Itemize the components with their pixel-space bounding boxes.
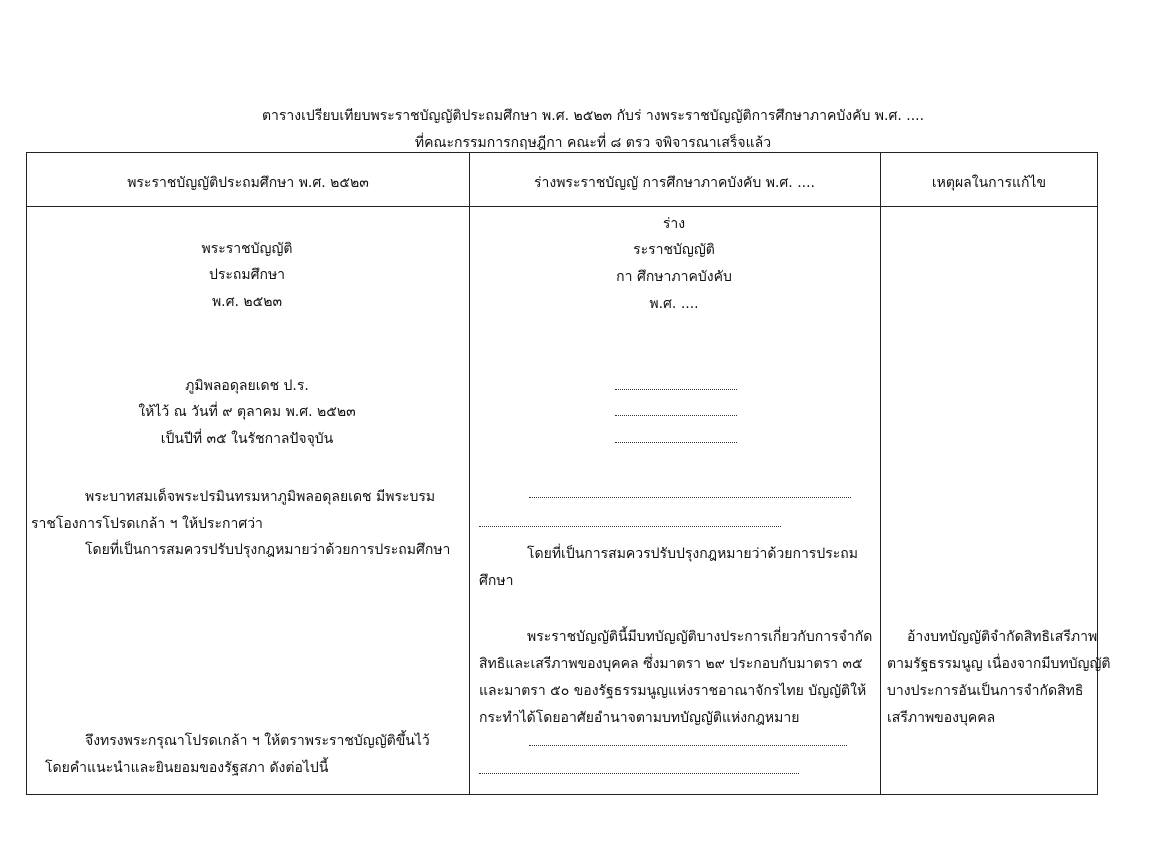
header-divider (27, 206, 1097, 207)
col1-heading-year: พ.ศ. ๒๕๒๓ (211, 294, 283, 310)
col2-heading-name: กา ศึกษาภาคบังคับ (616, 269, 732, 285)
col1-proclamation-line2: ราชโองการโปรดเกล้า ฯ ให้ประกาศว่า (31, 516, 263, 532)
col2-placeholder-dots (615, 415, 737, 416)
col1-reign-year: เป็นปีที่ ๓๕ ในรัชกาลปัจจุบัน (160, 431, 334, 447)
col1-heading-name: ประถมศึกษา (208, 267, 286, 283)
col1-preamble: โดยที่เป็นการสมควรปรับปรุงกฎหมายว่าด้วยการประถมศึกษา (85, 542, 451, 558)
column-divider-1 (469, 153, 470, 794)
col1-enactment-line1: จึงทรงพระกรุณาโปรดเกล้า ฯ ให้ตราพระราชบัญญัติขึ้นไว้ (85, 733, 430, 749)
col2-rights-line1: พระราชบัญญัตินี้มีบทบัญญัติบางประการเกี่ยวกับการจำกัด (527, 629, 873, 645)
header-reason: เหตุผลในการแก้ไข (931, 175, 1047, 191)
col2-rights-line2: สิทธิและเสรีภาพของบุคคล ซึ่งมาตรา ๒๙ ประกอบกับมาตรา ๓๕ (479, 656, 863, 672)
col2-placeholder-dots (529, 745, 847, 746)
col3-reason-line2: ตามรัฐธรรมนูญ เนื่องจากมีบทบัญญัติ (887, 656, 1111, 672)
col2-preamble-line1: โดยที่เป็นการสมควรปรับปรุงกฎหมายว่าด้วยการประถม (527, 546, 858, 562)
comparison-table (26, 152, 1111, 795)
col2-rights-line3: และมาตรา ๕๐ ของรัฐธรรมนูญแห่งราชอาณาจักรไทย บัญญัติให้ (479, 683, 867, 699)
col2-placeholder-dots (529, 497, 851, 498)
col3-reason-line3: บางประการอันเป็นการจำกัดสิทธิ (887, 683, 1084, 699)
col1-given-date: ให้ไว้ ณ วันที่ ๙ ตุลาคม พ.ศ. ๒๕๒๓ (138, 404, 356, 420)
col1-king-signature: ภูมิพลอดุลยเดช ป.ร. (185, 378, 309, 394)
col2-preamble-line2: ศึกษา (479, 573, 514, 589)
col1-heading-act: พระราชบัญญัติ (201, 241, 293, 257)
header-current-act: พระราชบัญญัติประถมศึกษา พ.ศ. ๒๕๒๓ (127, 175, 369, 191)
col3-reason-line4: เสรีภาพของบุคคล (887, 710, 996, 726)
document-title-line2: ที่คณะกรรมการกฤษฎีกา คณะที่ ๘ ตรว จพิจารณาเสร็จแล้ว (414, 135, 772, 151)
col2-rights-line4: กระทำได้โดยอาศัยอำนาจตามบทบัญญัติแห่งกฎหมาย (479, 710, 800, 726)
column-divider-2 (880, 153, 881, 794)
col2-heading-draft: ร่าง (662, 216, 686, 232)
col1-enactment-line2: โดยคำแนะนำและยินยอมของรัฐสภา ดังต่อไปนี้ (45, 760, 329, 776)
header-draft-act: ร่างพระราชบัญญั การศึกษาภาคบังคับ พ.ศ. .... (533, 175, 816, 191)
col2-placeholder-dots (615, 389, 737, 390)
document-title-line1: ตารางเปรียบเทียบพระราชบัญญัติประถมศึกษา พ.ศ. ๒๕๒๓ กับร่ างพระราชบัญญัติการศึกษาภาคบังคับ พ.ศ. .... (261, 108, 925, 124)
col2-placeholder-dots (479, 773, 799, 774)
col1-proclamation-line1: พระบาทสมเด็จพระปรมินทรมหาภูมิพลอดุลยเดช มีพระบรม (85, 489, 436, 505)
col2-placeholder-dots (479, 526, 781, 527)
col3-reason-line1: อ้างบทบัญญัติจำกัดสิทธิเสรีภาพ (907, 629, 1098, 645)
col2-heading-year: พ.ศ. .... (649, 296, 699, 312)
col2-heading-act: ระราชบัญญัติ (633, 242, 715, 258)
col2-placeholder-dots (615, 442, 737, 443)
